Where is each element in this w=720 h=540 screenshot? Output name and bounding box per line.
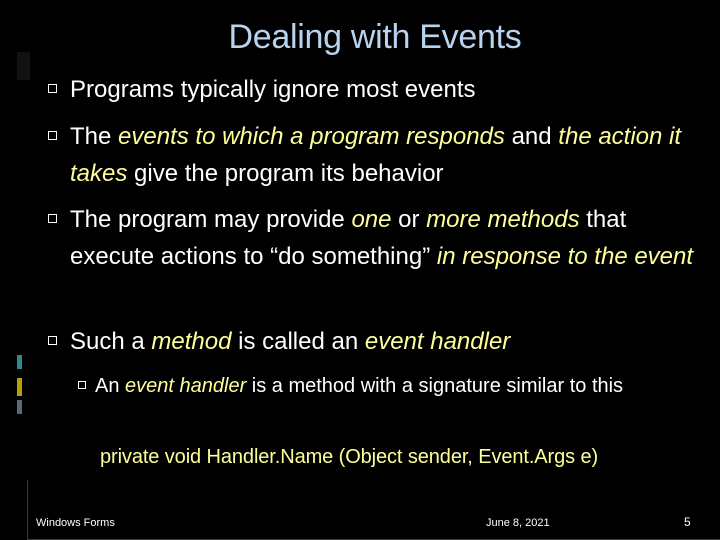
bullet-2 (48, 118, 710, 192)
bullet-4 (48, 323, 710, 360)
decor-bar-teal (17, 355, 22, 369)
bullet-text: Programs typically ignore most events (70, 76, 476, 103)
slide-number: 5 (684, 515, 691, 529)
decor-bar-slate (17, 400, 22, 414)
square-bullet-icon (48, 336, 57, 345)
footer-title: Windows Forms (36, 517, 115, 529)
bullet-text: Such a method is called an event handler (70, 328, 511, 355)
subbullet-text: An event handler is a method with a signature similar to this (95, 375, 624, 397)
bullet-1 (48, 71, 710, 108)
square-bullet-icon (48, 214, 57, 223)
bullet-3 (48, 201, 710, 275)
square-bullet-icon (78, 381, 86, 389)
frame-line-left (27, 480, 28, 540)
decor-bar-gold (17, 378, 22, 396)
footer-date: June 8, 2021 (486, 517, 550, 529)
square-bullet-icon (48, 131, 57, 140)
code-signature: private void Handler.Name (Object sender, Event.Args e) (100, 446, 599, 468)
title-accent-bar (17, 52, 30, 80)
bullet-text: The program may provide one or more methods that execute actions to “do something” in response to the event (70, 206, 694, 270)
subbullet-1 (78, 372, 708, 400)
slide-title: Dealing with Events (228, 18, 522, 56)
bullet-text: The events to which a program responds and the action it takes give the program its behavior (70, 123, 682, 187)
square-bullet-icon (48, 84, 57, 93)
